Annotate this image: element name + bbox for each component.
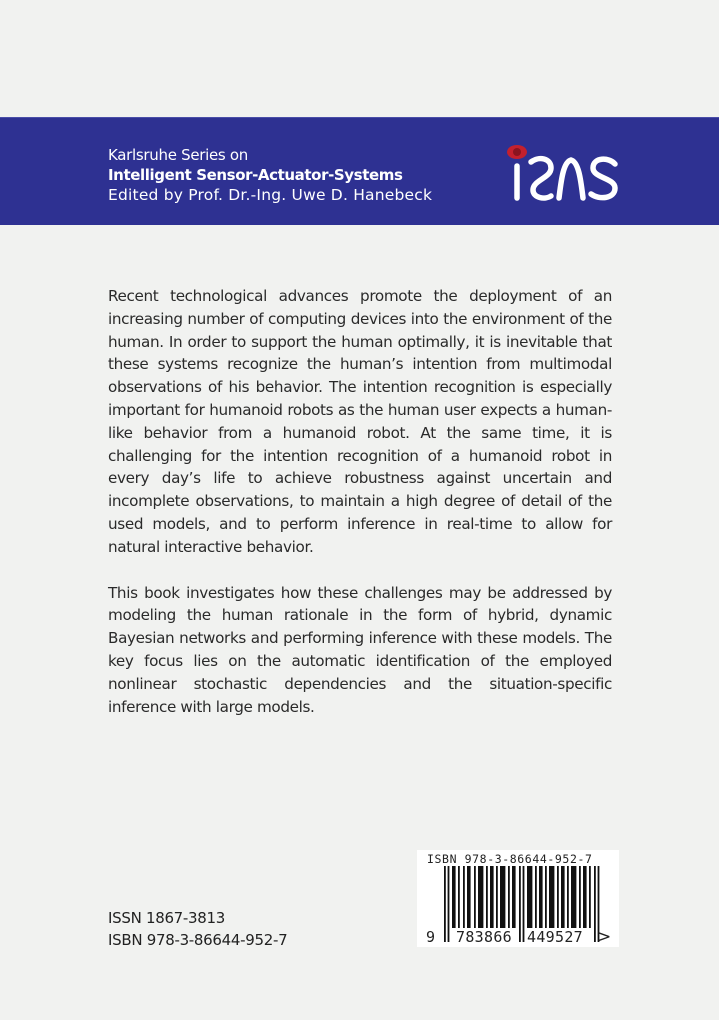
series-title: Intelligent Sensor-Actuator-Systems: [108, 166, 403, 184]
isas-logo-icon: [503, 142, 623, 206]
quiet-zone-marker-icon: >: [597, 927, 612, 947]
isbn-number: ISBN 978-3-86644-952-7: [108, 931, 288, 949]
barcode-first-digit: 9: [426, 928, 436, 946]
blurb-paragraph: Recent technological advances promote the deployment of an increasing number of computing devices into the environment of the human. In order to support the human optimally, it is inevitable that these systems recognize the human’s intention from multimodal observations of his behavior. The intention recognition is especially important for humanoid robots as the human user expects a human-like behavior from a humanoid robot. At the same time, it is challenging for the intention recognition of a humanoid robot in every day’s life to achieve robustness against uncertain and incomplete observations, to maintain a high degree of detail of the used models, and to perform inference in real-time to allow for natural interactive behavior.: [108, 287, 612, 556]
series-label: Karlsruhe Series on: [108, 146, 248, 164]
blurb-paragraph: This book investigates how these challenges may be addressed by modeling the human rationale in the form of hybrid, dynamic Bayesian networks and performing inference with these models. The key focus lies on the automatic identification of the employed nonlinear stochastic dependencies and the situation-specific inference with large models.: [108, 583, 612, 716]
series-editor: Edited by Prof. Dr.-Ing. Uwe D. Hanebeck: [108, 186, 433, 204]
series-info: [108, 145, 432, 205]
barcode-isbn-label: ISBN 978-3-86644-952-7: [427, 852, 593, 866]
barcode-right-digits: 449527: [527, 928, 583, 946]
publication-identifiers: [108, 907, 287, 951]
barcode-left-digits: 783866: [456, 928, 512, 946]
barcode-digits: [417, 928, 619, 946]
isbn-barcode: [417, 850, 619, 947]
issn-number: ISSN 1867-3813: [108, 909, 226, 927]
back-cover-blurb: [108, 285, 612, 741]
series-banner: [0, 117, 719, 225]
